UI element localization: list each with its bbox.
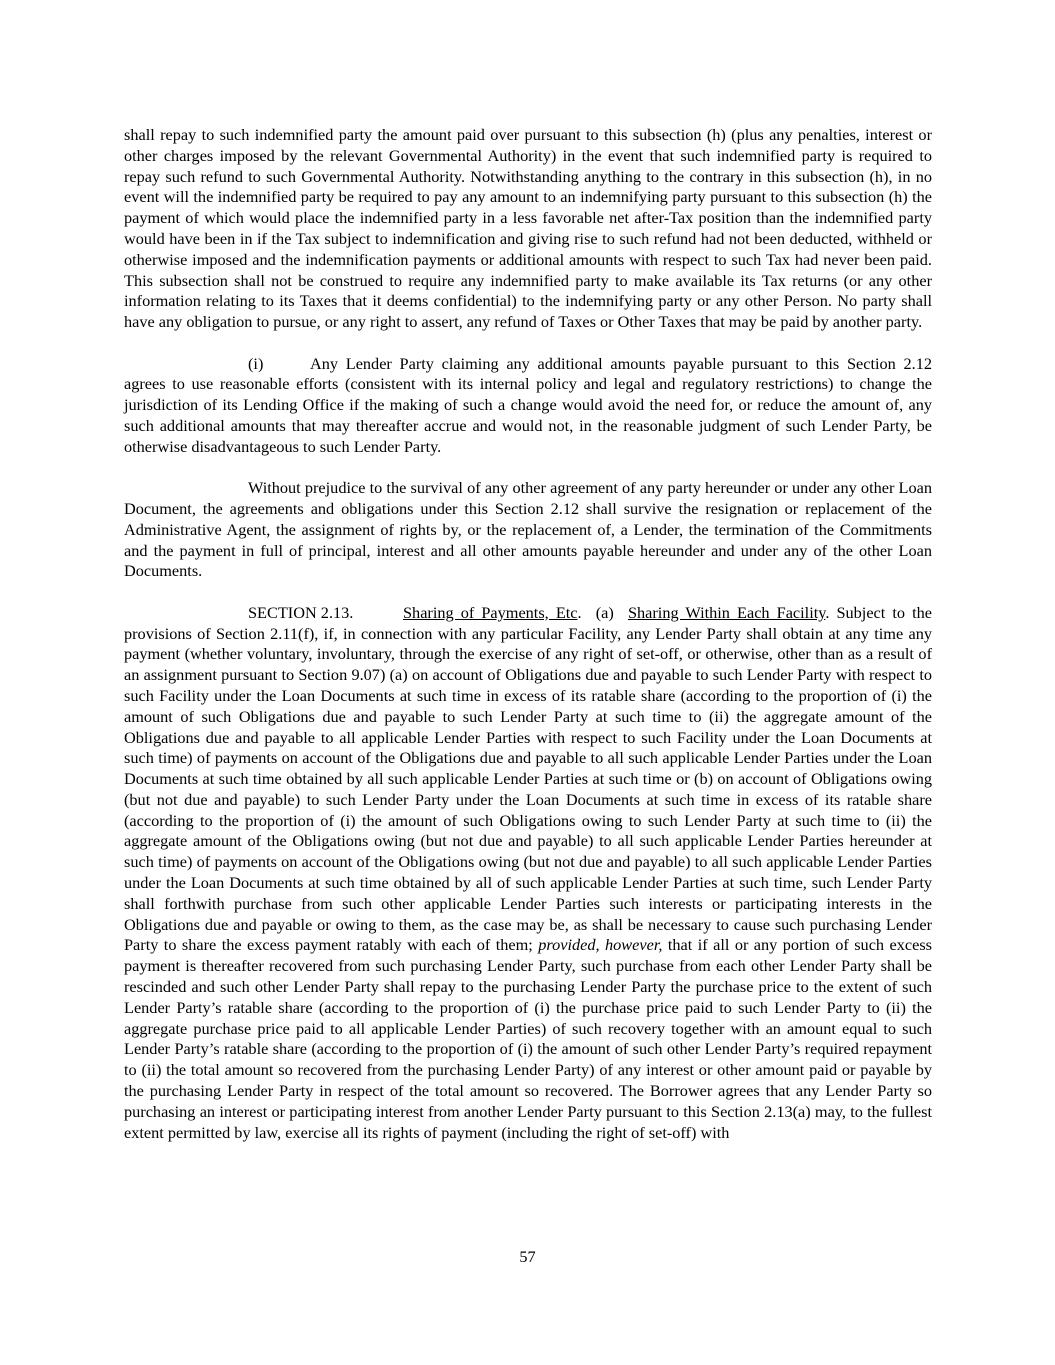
subsection-title: Sharing Within Each Facility bbox=[627, 602, 826, 622]
page-number: 57 bbox=[519, 1247, 536, 1266]
paragraph-section-2-13 bbox=[124, 603, 932, 1144]
paragraph-lending-office bbox=[124, 354, 932, 458]
section-title: Sharing of Payments, Etc bbox=[403, 602, 578, 622]
proviso-italic: provided, however, bbox=[538, 935, 663, 955]
paragraph-tax-refund: shall repay to such indemnified party the amount paid over pursuant to this subsection (h) (plus any penalties, interest or other charges imposed by the relevant Governmental Authority) in the event that such indemnified party is required to repay such refund to such Governmental Authority. Notwithstanding anything to the contrary in this subsection (h), in no event will the indemnified party be required to pay any amount to an indemnifying party pursuant to this subsection (h) the payment of which would place the indemnified party in a less favorable net after-Tax position than the indemnified party would have been in if the Tax subject to indemnification and giving rise to such refund had not been deducted, withheld or otherwise imposed and the indemnification payments or additional amounts with respect to such Tax had never been paid. This subsection shall not be construed to require any indemnified party to make available its Tax returns (or any other information relating to its Taxes that it deems confidential) to the indemnifying party or any other Person. No party shall have any obligation to pursue, or any right to assert, any refund of Taxes or Other Taxes that may be paid by another party. bbox=[124, 125, 932, 332]
paragraph-survival: Without prejudice to the survival of any other agreement of any party hereunder or under any other Loan Document, the agreements and obligations under this Section 2.12 shall survive the resignation or replacement of the Administrative Agent, the assignment of rights by, or the replacement of, a Lender, the termination of the Commitments and the payment in full of principal, interest and all other amounts payable hereunder and under any of the other Loan Documents. bbox=[124, 478, 932, 581]
section-number: SECTION 2.13. bbox=[248, 602, 354, 622]
section-text-part-b: that if all or any portion of such excess payment is thereafter recovered from such purchasing Lender Party, such purchase from each other Lender Party shall be rescinded and such other Lender Party shall repay to the purchasing Lender Party the purchase price to the extent of such Lender Party’s ratable share (according to the proportion of (i) the purchase price paid to such Lender Party to (ii) the aggregate purchase price paid to all applicable Lender Parties) of such recovery together with an amount equal to such Lender Party’s ratable share (according to the proportion of (i) the amount of such other Lender Party’s required repayment to (ii) the total amount so recovered from the purchasing Lender Party) of any interest or other amount paid or payable by the purchasing Lender Party in respect of the total amount so recovered. The Borrower agrees that any Lender Party so purchasing an interest or participating interest from another Lender Party pursuant to this Section 2.13(a) may, to the fullest extent permitted by law, exercise all its rights of payment (including the right of set-off) with bbox=[124, 935, 932, 1142]
clause-label-i: (i) bbox=[248, 353, 264, 373]
document-body bbox=[124, 125, 932, 1164]
section-separator: . (a) bbox=[577, 602, 628, 622]
section-text-part-a: . Subject to the provisions of Section 2.11(f), if, in connection with any particular Facility, any Lender Party shall obtain at any time any payment (whether voluntary, involuntary, through the exercise of any right of set-off, or otherwise, other than as a result of an assignment pursuant to Section 9.07) (a) on account of Obligations due and payable to such Lender Party with respect to such Facility under the Loan Documents at such time in excess of its ratable share (according to the proportion of (i) the amount of such Obligations due and payable to such Lender Party at such time to (ii) the aggregate amount of the Obligations due and payable to all applicable Lender Parties with respect to such Facility under the Loan Documents at such time) of payments on account of the Obligations due and payable to all such applicable Lender Parties under the Loan Documents at such time obtained by all such applicable Lender Parties at such time or (b) on account of Obligations owing (but not due and payable) to such Lender Party under the Loan Documents at such time in excess of its ratable share (according to the proportion of (i) the amount of such Obligations owing to such Lender Party at such time to (ii) the aggregate amount of the Obligations owing (but not due and payable) to all such applicable Lender Parties hereunder at such time) of payments on account of the Obligations owing (but not due and payable) to all such applicable Lender Parties under the Loan Documents at such time obtained by all of such applicable Lender Parties at such time, such Lender Party shall forthwith purchase from such other applicable Lender Parties such interests or participating interests in the Obligations due and payable or owing to them, as the case may be, as shall be necessary to cause such purchasing Lender Party to share the excess payment ratably with each of them; bbox=[124, 602, 933, 955]
clause-text-i: Any Lender Party claiming any additional amounts payable pursuant to this Section 2.12 agrees to use reasonable efforts (consistent with its internal policy and legal and regulatory restrictions) to change the jurisdiction of its Lending Office if the making of such a change would avoid the need for, or reduce the amount of, any such additional amounts that may thereafter accrue and would not, in the reasonable judgment of such Lender Party, be otherwise disadvantageous to such Lender Party. bbox=[124, 353, 932, 456]
